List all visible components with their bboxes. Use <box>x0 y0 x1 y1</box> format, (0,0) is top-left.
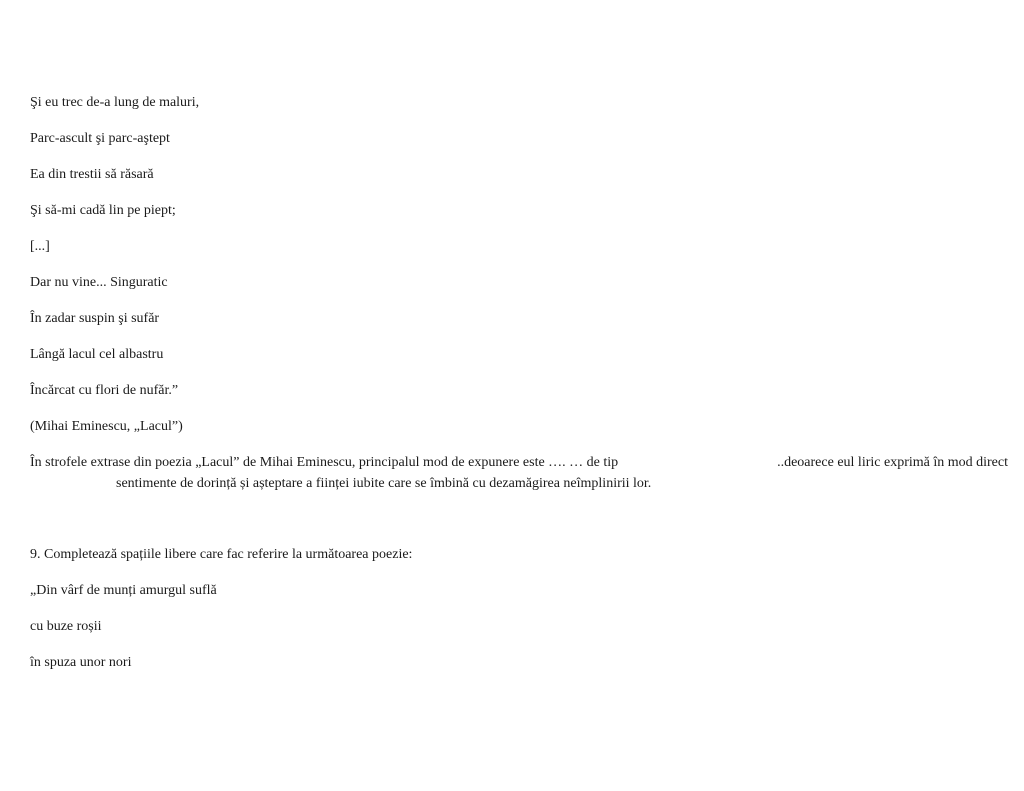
poem-line: Ea din trestii să răsară <box>30 167 154 182</box>
poem2-line: „Din vârf de munți amurgul suflă <box>30 583 217 598</box>
poem-line: În zadar suspin şi sufăr <box>30 311 160 326</box>
poem-line: Şi să-mi cadă lin pe piept; <box>30 203 176 218</box>
poem2-line: cu buze roșii <box>30 619 102 634</box>
question-9-prompt: 9. Completează spațiile libere care fac referire la următoarea poezie: <box>30 547 413 562</box>
exercise-text-part1: În strofele extrase din poezia „Lacul” de Mihai Eminescu, principalul mod de expunere este …. … de tip <box>30 455 619 470</box>
exercise-text-part3: sentimente de dorință și așteptare a ființei iubite care se îmbină cu dezamăgirea neîmplinirii lor. <box>116 476 652 491</box>
poem-line: Parc-ascult şi parc-aştept <box>30 131 170 146</box>
poem-line: Şi eu trec de-a lung de maluri, <box>30 95 200 110</box>
poem-citation: (Mihai Eminescu, „Lacul”) <box>30 419 183 434</box>
exercise-paragraph <box>30 452 1008 494</box>
poem-line: Încărcat cu flori de nufăr.” <box>30 383 179 398</box>
exercise-text-part2: ..deoarece eul liric exprimă în mod direct <box>777 455 1008 470</box>
poem-line: Dar nu vine... Singuratic <box>30 275 168 290</box>
poem2-line: în spuza unor nori <box>30 655 132 670</box>
poem-ellipsis: [...] <box>30 239 50 254</box>
document-page <box>30 0 1008 791</box>
poem-line: Lângă lacul cel albastru <box>30 347 164 362</box>
